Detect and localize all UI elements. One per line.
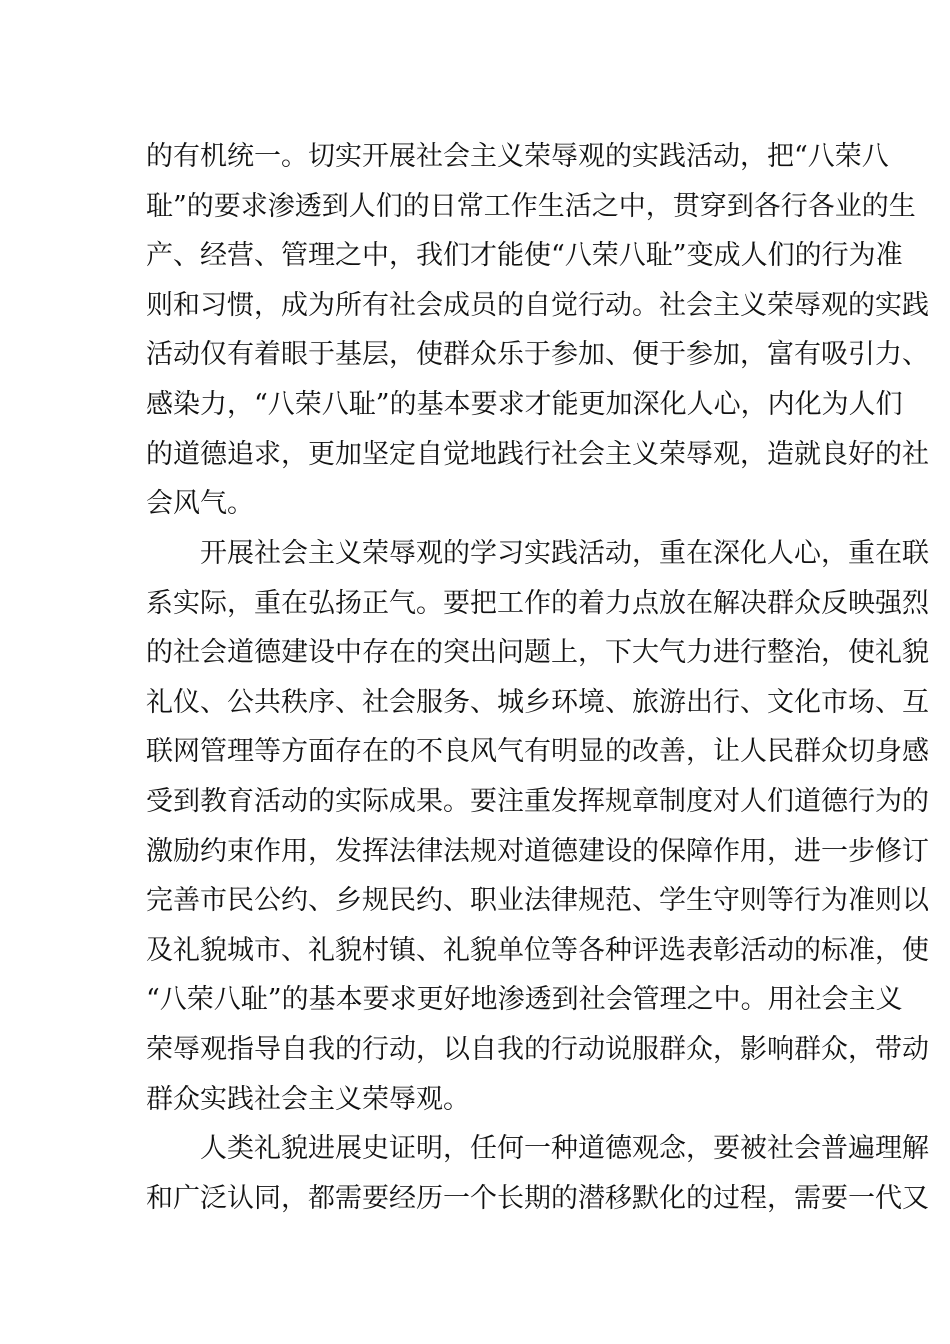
paragraph-line: 礼仪、公共秩序、社会服务、城乡环境、旅游出行、文化市场、互 xyxy=(146,686,929,718)
paragraph-2 xyxy=(146,529,929,1124)
paragraph-line: 的有机统一。切实开展社会主义荣辱观的实践活动，把“八荣八 xyxy=(146,141,889,172)
paragraph-line: 联网管理等方面存在的不良风气有明显的改善，让人民群众切身感 xyxy=(146,736,929,768)
paragraph-line: 和广泛认同，都需要经历一个长期的潜移默化的过程，需要一代又 xyxy=(146,1182,929,1214)
paragraph-line: 系实际，重在弘扬正气。要把工作的着力点放在解决群众反映强烈 xyxy=(146,587,929,619)
paragraph-line: 活动仅有着眼于基层，使群众乐于参加、便于参加，富有吸引力、 xyxy=(146,339,929,371)
paragraph-line: 则和习惯，成为所有社会成员的自觉行动。社会主义荣辱观的实践 xyxy=(146,289,929,321)
paragraph-line: 耻”的要求渗透到人们的日常工作生活之中，贯穿到各行各业的生 xyxy=(146,190,916,222)
paragraph-line: 开展社会主义荣辱观的学习实践活动，重在深化人心，重在联 xyxy=(200,538,929,569)
paragraph-line: 及礼貌城市、礼貌村镇、礼貌单位等各种评选表彰活动的标准，使 xyxy=(146,934,929,966)
paragraph-1 xyxy=(146,132,929,529)
paragraph-line: 的社会道德建设中存在的突出问题上，下大气力进行整治，使礼貌 xyxy=(146,637,929,669)
paragraph-line: 会风气。 xyxy=(146,488,254,520)
paragraph-line: 完善市民公约、乡规民约、职业法律规范、学生守则等行为准则以 xyxy=(146,885,929,917)
paragraph-line: 受到教育活动的实际成果。要注重发挥规章制度对人们道德行为的 xyxy=(146,785,929,817)
paragraph-line: 群众实践社会主义荣辱观。 xyxy=(146,1083,470,1115)
paragraph-line: “八荣八耻”的基本要求更好地渗透到社会管理之中。用社会主义 xyxy=(146,984,903,1016)
paragraph-line: 产、经营、管理之中，我们才能使“八荣八耻”变成人们的行为准 xyxy=(146,240,903,272)
paragraph-line: 人类礼貌进展史证明，任何一种道德观念，要被社会普遍理解 xyxy=(200,1133,929,1164)
paragraph-line: 激励约束作用，发挥法律法规对道德建设的保障作用，进一步修订 xyxy=(146,835,929,867)
paragraph-line: 感染力，“八荣八耻”的基本要求才能更加深化人心，内化为人们 xyxy=(146,388,903,420)
paragraph-line: 荣辱观指导自我的行动，以自我的行动说服群众，影响群众，带动 xyxy=(146,1033,929,1065)
paragraph-line: 的道德追求，更加坚定自觉地践行社会主义荣辱观，造就良好的社 xyxy=(146,438,929,470)
paragraph-3 xyxy=(146,1124,929,1223)
